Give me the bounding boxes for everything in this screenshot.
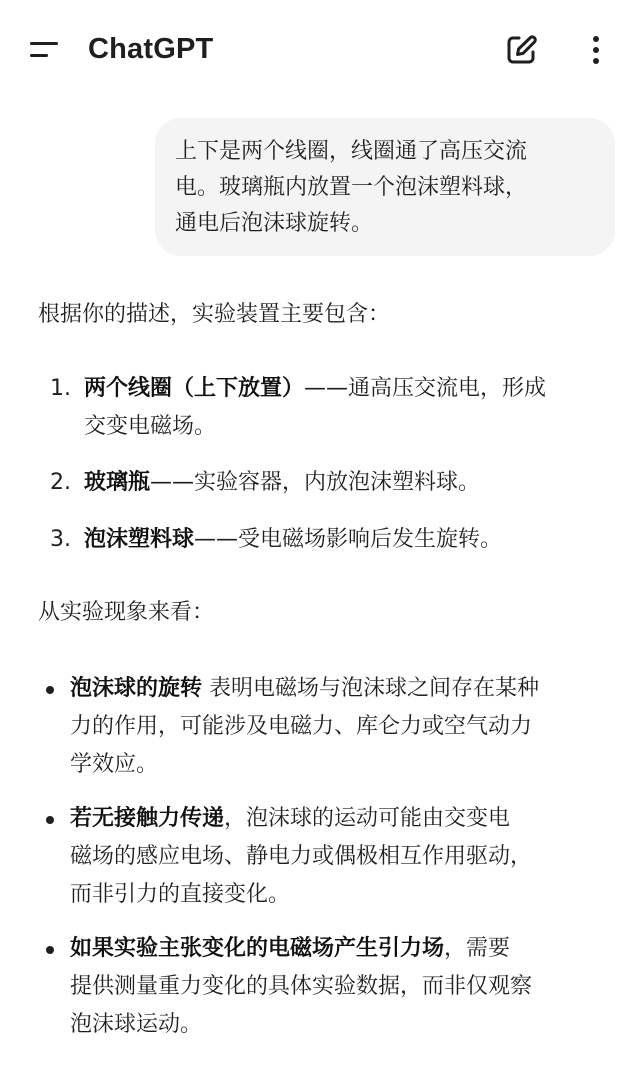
list-item-bold: 玻璃瓶	[84, 470, 151, 495]
user-message-line: 通电后泡沫球旋转。	[175, 211, 374, 236]
new-chat-button[interactable]	[500, 28, 544, 72]
bullet-text: 表明电磁场与泡沫球之间存在某种	[202, 676, 540, 701]
user-message-line: 电。玻璃瓶内放置一个泡沫塑料球，	[175, 175, 528, 200]
bullet-line: 而非引力的直接变化。	[70, 882, 291, 907]
bullet-line: 提供测量重力变化的具体实验数据，而非仅观察	[70, 974, 533, 999]
edit-pencil-icon	[500, 28, 544, 72]
more-options-button[interactable]	[576, 28, 616, 72]
bullet-text: ，泡沫球的运动可能由交变电	[224, 806, 511, 831]
list-item-bold: 泡沫塑料球	[84, 527, 195, 552]
list-item-line: 交变电磁场。	[84, 414, 217, 439]
assistant-intro: 根据你的描述，实验装置主要包含：	[38, 302, 391, 327]
bullet-text: ，需要	[444, 936, 511, 961]
menu-button[interactable]	[22, 32, 66, 68]
list-item-bold: 两个线圈（上下放置）	[84, 376, 305, 401]
bullet-line	[70, 931, 510, 967]
list-item-line	[84, 522, 502, 558]
list-number: 3.	[50, 527, 71, 552]
bullet-dot	[46, 816, 54, 824]
observation-intro: 从实验现象来看：	[38, 600, 215, 625]
bullet-line: 力的作用，可能涉及电磁力、库仑力或空气动力	[70, 714, 533, 739]
bullet-dot	[46, 686, 54, 694]
bullet-bold: 若无接触力传递	[70, 806, 225, 831]
list-item-line	[84, 371, 546, 407]
app-title: ChatGPT	[88, 33, 214, 65]
bullet-line	[70, 801, 510, 837]
top-app-bar	[0, 0, 640, 100]
user-message-bubble	[155, 118, 615, 256]
bullet-bold: 泡沫球的旋转	[70, 676, 203, 701]
bullet-line: 泡沫球运动。	[70, 1012, 203, 1037]
list-item-text: ——受电磁场影响后发生旋转。	[194, 527, 503, 552]
bullet-line: 磁场的感应电场、静电力或偶极相互作用驱动，	[70, 844, 533, 869]
list-item-text: ——通高压交流电，形成	[304, 376, 547, 401]
list-number: 2.	[50, 470, 71, 495]
bullet-line	[70, 671, 539, 707]
list-item-line	[84, 465, 480, 501]
list-item-text: ——实验容器，内放泡沫塑料球。	[150, 470, 481, 495]
list-number: 1.	[50, 376, 71, 401]
bullet-bold: 如果实验主张变化的电磁场产生引力场	[70, 936, 445, 961]
bullet-line: 学效应。	[70, 752, 159, 777]
user-message-line: 上下是两个线圈，线圈通了高压交流	[175, 139, 528, 164]
bullet-dot	[46, 946, 54, 954]
